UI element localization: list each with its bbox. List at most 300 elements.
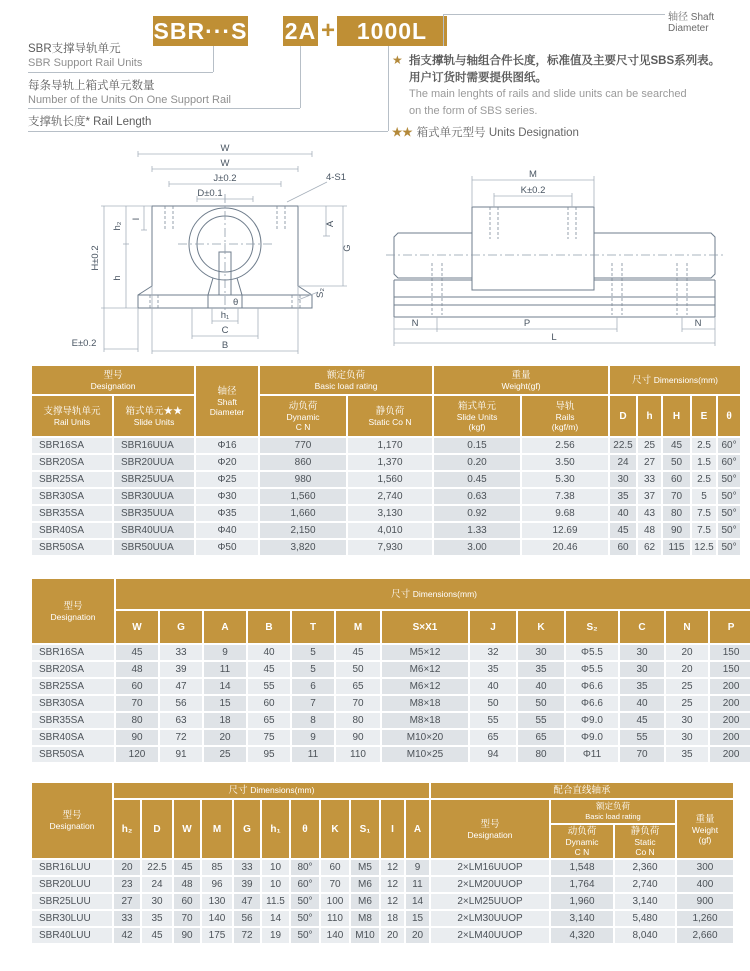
- column-header: G: [160, 611, 202, 643]
- title-block-series: SBR···S: [153, 18, 248, 44]
- table-cell: 2×LM25UUOP: [431, 894, 549, 909]
- table-cell: 12.5: [692, 540, 716, 555]
- table-cell: 150: [710, 645, 750, 660]
- table-cell: SBR50SA: [32, 540, 112, 555]
- table-cell: 95: [248, 747, 290, 762]
- table-cell: 25: [638, 438, 661, 453]
- col-basic-load-rating: 额定负荷 Basic load rating: [551, 800, 675, 823]
- table-cell: 65: [470, 730, 516, 745]
- table-cell: 30: [610, 472, 636, 487]
- leader-line: [213, 46, 214, 72]
- leader-line: [28, 108, 300, 109]
- table-cell: 2×LM40UUOP: [431, 928, 549, 943]
- table-cell: 70: [620, 747, 664, 762]
- table-cell: 70: [336, 696, 380, 711]
- table-cell: Φ6.6: [566, 696, 618, 711]
- column-header: K: [518, 611, 564, 643]
- table-cell: 30: [666, 730, 708, 745]
- table-cell: 80: [663, 506, 690, 521]
- dim-label-j: J±0.2: [213, 173, 237, 184]
- table-cell: 25: [204, 747, 246, 762]
- table-cell: 42: [114, 928, 140, 943]
- table-cell: 15: [204, 696, 246, 711]
- legend-rail-units-en: SBR Support Rail Units: [28, 57, 143, 69]
- column-header: θ: [291, 800, 319, 858]
- table-cell: 5: [292, 662, 334, 677]
- table-cell: M10×25: [382, 747, 468, 762]
- table-cell: 22.5: [610, 438, 636, 453]
- table-cell: M5: [351, 860, 379, 875]
- table-cell: 80°: [291, 860, 319, 875]
- table-cell: 33: [160, 645, 202, 660]
- table-cell: SBR35SA: [32, 506, 112, 521]
- table-cell: 90: [663, 523, 690, 538]
- table-cell: SBR40UUA: [114, 523, 194, 538]
- table-cell: Φ5.5: [566, 662, 618, 677]
- table-cell: 70: [174, 911, 200, 926]
- dimension-lines: [394, 176, 715, 346]
- table-cell: M6×12: [382, 679, 468, 694]
- table-cell: 30: [666, 713, 708, 728]
- table-cell: 5: [292, 645, 334, 660]
- table-cell: SBR30SA: [32, 489, 112, 504]
- table-cell: 65: [518, 730, 564, 745]
- col-designation: 型号 Designation: [32, 366, 194, 394]
- table-cell: 20: [204, 730, 246, 745]
- column-header: θ: [718, 396, 740, 436]
- table-cell: 4,010: [348, 523, 432, 538]
- table-cell: 130: [202, 894, 232, 909]
- table-cell: 1,560: [260, 489, 346, 504]
- legend-rail-length: [28, 115, 151, 129]
- col-weight: 重量 Weight(gf): [434, 366, 608, 394]
- table-cell: 115: [663, 540, 690, 555]
- table-cell: 1,560: [348, 472, 432, 487]
- dim-label-a: A: [325, 220, 336, 228]
- table-cell: 2,360: [615, 860, 675, 875]
- col-designation: 型号 Designation: [32, 783, 112, 858]
- table-cell: 96: [202, 877, 232, 892]
- table-cell: M6×12: [382, 662, 468, 677]
- table-cell: 90: [116, 730, 158, 745]
- table-cell: 35: [666, 747, 708, 762]
- table-cell: 55: [620, 730, 664, 745]
- col-rail-weight: 导轨 Rails (kgf/m): [522, 396, 608, 436]
- table-cell: 14: [406, 894, 429, 909]
- col-basic-load-rating: 额定负荷 Basic load rating: [260, 366, 432, 394]
- column-header: S₁: [351, 800, 379, 858]
- table-cell: 2×LM30UUOP: [431, 911, 549, 926]
- table-cell: 0.45: [434, 472, 520, 487]
- dim-label-m: M: [529, 169, 537, 180]
- table-cell: Φ50: [196, 540, 258, 555]
- col-slide-units: 箱式单元★★ Slide Units: [114, 396, 194, 436]
- table-cell: 85: [202, 860, 232, 875]
- title-plus-sign: +: [320, 17, 335, 44]
- table-cell: 1,960: [551, 894, 613, 909]
- table-cell: 40: [248, 645, 290, 660]
- col-slide-unit-weight: 箱式单元 Slide Units (kgf): [434, 396, 520, 436]
- column-header: N: [666, 611, 708, 643]
- table-row: [32, 713, 750, 728]
- table-cell: 2.56: [522, 438, 608, 453]
- table-cell: 9.68: [522, 506, 608, 521]
- table-cell: SBR30SA: [32, 696, 114, 711]
- column-header: B: [248, 611, 290, 643]
- table-cell: 35: [142, 911, 172, 926]
- table-cell: 23: [114, 877, 140, 892]
- table-cell: 80: [116, 713, 158, 728]
- table-cell: 43: [638, 506, 661, 521]
- table-cell: 40: [518, 679, 564, 694]
- table-cell: 7.5: [692, 506, 716, 521]
- col-designation: 型号 Designation: [32, 579, 114, 643]
- table-cell: SBR30UUA: [114, 489, 194, 504]
- table-cell: 40: [470, 679, 516, 694]
- column-header: D: [142, 800, 172, 858]
- table-cell: 19: [262, 928, 289, 943]
- table-cell: 60: [321, 860, 349, 875]
- table-cell: 3,130: [348, 506, 432, 521]
- table-cell: 20: [406, 928, 429, 943]
- table-cell: 0.15: [434, 438, 520, 453]
- table-cell: 9: [204, 645, 246, 660]
- table-cell: SBR40SA: [32, 523, 112, 538]
- column-header: h₁: [262, 800, 289, 858]
- dim-label-d: D±0.1: [197, 188, 223, 199]
- table-row: [32, 911, 733, 926]
- table-cell: 65: [248, 713, 290, 728]
- table-cell: 2,150: [260, 523, 346, 538]
- leader-line: [28, 72, 213, 73]
- table-cell: 47: [234, 894, 260, 909]
- table-cell: 6: [292, 679, 334, 694]
- table-cell: 30: [142, 894, 172, 909]
- dim-label-w-outer: W: [220, 143, 230, 154]
- table-cell: SBR50SA: [32, 747, 114, 762]
- table-cell: 39: [234, 877, 260, 892]
- column-header: M: [202, 800, 232, 858]
- table-cell: 10: [262, 877, 289, 892]
- table-cell: SBR40LUU: [32, 928, 112, 943]
- column-header: P: [710, 611, 750, 643]
- load-rating-table: [30, 364, 742, 557]
- table-cell: 1.5: [692, 455, 716, 470]
- table-cell: 45: [116, 645, 158, 660]
- table-cell: 50°: [718, 540, 740, 555]
- shaft-diameter-label: 轴径 Shaft Diameter: [668, 12, 715, 34]
- bolt-holes: [432, 207, 687, 315]
- table-cell: SBR20UUA: [114, 455, 194, 470]
- table-cell: 60: [663, 472, 690, 487]
- table-cell: M8×18: [382, 696, 468, 711]
- col-dynamic-load: 动负荷 Dynamic C N: [551, 825, 613, 858]
- table-cell: 9: [292, 730, 334, 745]
- col-static-load: 静负荷 Static Co N: [615, 825, 675, 858]
- table-cell: 12: [381, 894, 404, 909]
- table-cell: 35: [518, 662, 564, 677]
- leader-line: [300, 46, 301, 108]
- table-cell: 1,170: [348, 438, 432, 453]
- table-cell: 56: [160, 696, 202, 711]
- table-cell: 200: [710, 696, 750, 711]
- table-cell: SBR16SA: [32, 438, 112, 453]
- table-cell: 20: [666, 662, 708, 677]
- table-cell: 3.00: [434, 540, 520, 555]
- table-cell: Φ20: [196, 455, 258, 470]
- dim-label-k: K±0.2: [520, 185, 546, 196]
- table-cell: 4,320: [551, 928, 613, 943]
- table-row: [32, 860, 733, 875]
- table-cell: 1,260: [677, 911, 733, 926]
- table-cell: Φ25: [196, 472, 258, 487]
- column-header: S₂: [566, 611, 618, 643]
- table-cell: 5,480: [615, 911, 675, 926]
- table-row: [32, 928, 733, 943]
- table-row: [32, 523, 740, 538]
- table-cell: 3,140: [615, 894, 675, 909]
- dim-label-theta: θ: [233, 297, 239, 308]
- table-cell: 50°: [291, 894, 319, 909]
- table-cell: 770: [260, 438, 346, 453]
- table-cell: 45: [174, 860, 200, 875]
- table-cell: 33: [114, 911, 140, 926]
- table-cell: 14: [204, 679, 246, 694]
- column-header: G: [234, 800, 260, 858]
- table-cell: 200: [710, 713, 750, 728]
- table-cell: 37: [638, 489, 661, 504]
- dim-label-l: L: [551, 332, 557, 343]
- table-cell: 25: [666, 696, 708, 711]
- table-cell: 35: [610, 489, 636, 504]
- table-cell: 50°: [291, 911, 319, 926]
- table-cell: 50°: [291, 928, 319, 943]
- table-cell: 20: [666, 645, 708, 660]
- table-cell: 20.46: [522, 540, 608, 555]
- table-cell: 35: [470, 662, 516, 677]
- table-cell: 110: [321, 911, 349, 926]
- column-header: I: [381, 800, 404, 858]
- table-cell: 1,548: [551, 860, 613, 875]
- table-cell: 7.5: [692, 523, 716, 538]
- side-view-diagram: [382, 166, 727, 356]
- table-cell: 40: [620, 696, 664, 711]
- table-cell: Φ16: [196, 438, 258, 453]
- table-cell: 56: [234, 911, 260, 926]
- table-cell: Φ9.0: [566, 730, 618, 745]
- table-cell: 45: [248, 662, 290, 677]
- table-cell: 2×LM20UUOP: [431, 877, 549, 892]
- table-cell: 45: [336, 645, 380, 660]
- table-cell: 175: [202, 928, 232, 943]
- col-bearing-designation: 型号 Designation: [431, 800, 549, 858]
- table-cell: 3.50: [522, 455, 608, 470]
- table-cell: 2,740: [348, 489, 432, 504]
- table-cell: 70: [321, 877, 349, 892]
- column-header: H: [663, 396, 690, 436]
- dim-label-w-inner: W: [220, 158, 230, 169]
- table-cell: 60: [116, 679, 158, 694]
- table-cell: 60°: [718, 455, 740, 470]
- table-cell: SBR20SA: [32, 662, 114, 677]
- table-cell: 50: [663, 455, 690, 470]
- table-row: [32, 877, 733, 892]
- dim-label-n-left: N: [411, 318, 419, 329]
- dim-label-b: B: [221, 340, 229, 351]
- table-cell: 15: [406, 911, 429, 926]
- dim-label-g: G: [342, 244, 353, 252]
- dim-label-s2: S₂: [315, 287, 326, 299]
- table-cell: 50°: [718, 506, 740, 521]
- table-cell: 45: [620, 713, 664, 728]
- column-header: S×X1: [382, 611, 468, 643]
- table-cell: 300: [677, 860, 733, 875]
- table-cell: 980: [260, 472, 346, 487]
- table2-header-row2: [32, 611, 750, 643]
- table-cell: 65: [336, 679, 380, 694]
- table-cell: 39: [160, 662, 202, 677]
- table-cell: M10×20: [382, 730, 468, 745]
- legend-units-count-zh: 每条导轨上箱式单元数量: [28, 80, 155, 92]
- table-cell: 94: [470, 747, 516, 762]
- table-cell: M8: [351, 911, 379, 926]
- table-row: [32, 645, 750, 660]
- legend-rail-units: [28, 42, 142, 70]
- column-header: A: [406, 800, 429, 858]
- table-cell: 35: [620, 679, 664, 694]
- column-header: T: [292, 611, 334, 643]
- table-cell: 27: [114, 894, 140, 909]
- table-cell: 72: [160, 730, 202, 745]
- column-header: h: [638, 396, 661, 436]
- table-cell: SBR50UUA: [114, 540, 194, 555]
- table-row: [32, 679, 750, 694]
- table-cell: 7,930: [348, 540, 432, 555]
- table-cell: 25: [666, 679, 708, 694]
- table-cell: Φ35: [196, 506, 258, 521]
- table-cell: M10: [351, 928, 379, 943]
- table-cell: SBR25UUA: [114, 472, 194, 487]
- table1-header-row2: [32, 396, 740, 436]
- table-cell: 200: [710, 679, 750, 694]
- table-cell: Φ5.5: [566, 645, 618, 660]
- table-cell: M6: [351, 894, 379, 909]
- legend-rail-units-zh: SBR支撑导轨单元: [28, 43, 121, 55]
- table-cell: M6: [351, 877, 379, 892]
- table-cell: 9: [406, 860, 429, 875]
- table-cell: 24: [610, 455, 636, 470]
- table-row: [32, 472, 740, 487]
- table-cell: 60°: [718, 438, 740, 453]
- table-cell: 0.20: [434, 455, 520, 470]
- note-zh-line1: 指支撑轨与轴组合件长度，标准值及主要尺寸见SBS系列表。: [409, 55, 721, 67]
- table-cell: 5: [692, 489, 716, 504]
- table-cell: 55: [470, 713, 516, 728]
- column-header: W: [116, 611, 158, 643]
- column-header: W: [174, 800, 200, 858]
- dim-label-p: P: [523, 318, 531, 329]
- table-cell: 120: [116, 747, 158, 762]
- table-row: [32, 696, 750, 711]
- dim-label-i: I: [131, 217, 142, 221]
- table-cell: 150: [710, 662, 750, 677]
- leader-line: [388, 46, 389, 131]
- dimensions-table: [30, 577, 750, 764]
- note-star-icon: ★: [392, 53, 403, 67]
- table-cell: 30: [620, 662, 664, 677]
- table-cell: 62: [638, 540, 661, 555]
- leader-line: [443, 14, 665, 15]
- table-cell: 0.92: [434, 506, 520, 521]
- table-cell: 55: [518, 713, 564, 728]
- luu-units-table: [30, 781, 735, 945]
- table-cell: 7.38: [522, 489, 608, 504]
- col-matching-bearings: 配合直线轴承: [431, 783, 733, 798]
- table-cell: 1,370: [348, 455, 432, 470]
- col-dimensions: 尺寸 Dimensions(mm): [116, 579, 750, 609]
- table-cell: 45: [610, 523, 636, 538]
- table-cell: 90: [336, 730, 380, 745]
- table3-header-row1: [32, 783, 733, 798]
- table-cell: 11: [204, 662, 246, 677]
- note-en-line2: on the form of SBS series.: [409, 105, 538, 117]
- table-cell: 12: [381, 877, 404, 892]
- legend-units-count-en: Number of the Units On One Support Rail: [28, 94, 231, 106]
- table-row: [32, 662, 750, 677]
- table-cell: SBR25SA: [32, 679, 114, 694]
- table-cell: 55: [248, 679, 290, 694]
- table-cell: 91: [160, 747, 202, 762]
- table-cell: 63: [160, 713, 202, 728]
- table-cell: 40: [610, 506, 636, 521]
- table-cell: 12.69: [522, 523, 608, 538]
- table-cell: SBR20SA: [32, 455, 112, 470]
- table-cell: 14: [262, 911, 289, 926]
- table-cell: 12: [381, 860, 404, 875]
- note-en-line1: The main lenghts of rails and slide units can be searched: [409, 88, 687, 100]
- column-header: A: [204, 611, 246, 643]
- table-cell: Φ6.6: [566, 679, 618, 694]
- note-double-star-icon: ★★: [392, 127, 413, 139]
- table-cell: 2.5: [692, 472, 716, 487]
- table-cell: 1,764: [551, 877, 613, 892]
- table-cell: SBR25SA: [32, 472, 112, 487]
- table-cell: 60°: [291, 877, 319, 892]
- table-cell: M5×12: [382, 645, 468, 660]
- table-cell: 140: [321, 928, 349, 943]
- dim-label-n-right: N: [694, 318, 702, 329]
- table-cell: 860: [260, 455, 346, 470]
- table-cell: Φ40: [196, 523, 258, 538]
- table3-header-row2: [32, 800, 733, 823]
- table-cell: 50: [336, 662, 380, 677]
- table2-header-row1: [32, 579, 750, 609]
- col-shaft-diameter: 轴径 Shaft Diameter: [196, 366, 258, 436]
- table-cell: 48: [638, 523, 661, 538]
- table-cell: 90: [174, 928, 200, 943]
- dim-label-4s1: 4-S1: [325, 172, 347, 183]
- table-cell: 8,040: [615, 928, 675, 943]
- table-cell: 110: [336, 747, 380, 762]
- table-cell: 50: [470, 696, 516, 711]
- col-dimensions: 尺寸 Dimensions(mm): [114, 783, 429, 798]
- table-cell: 200: [710, 747, 750, 762]
- center-lines: [178, 194, 272, 316]
- table-cell: 75: [248, 730, 290, 745]
- table-row: [32, 438, 740, 453]
- table-cell: 48: [174, 877, 200, 892]
- table3-body: [32, 860, 733, 943]
